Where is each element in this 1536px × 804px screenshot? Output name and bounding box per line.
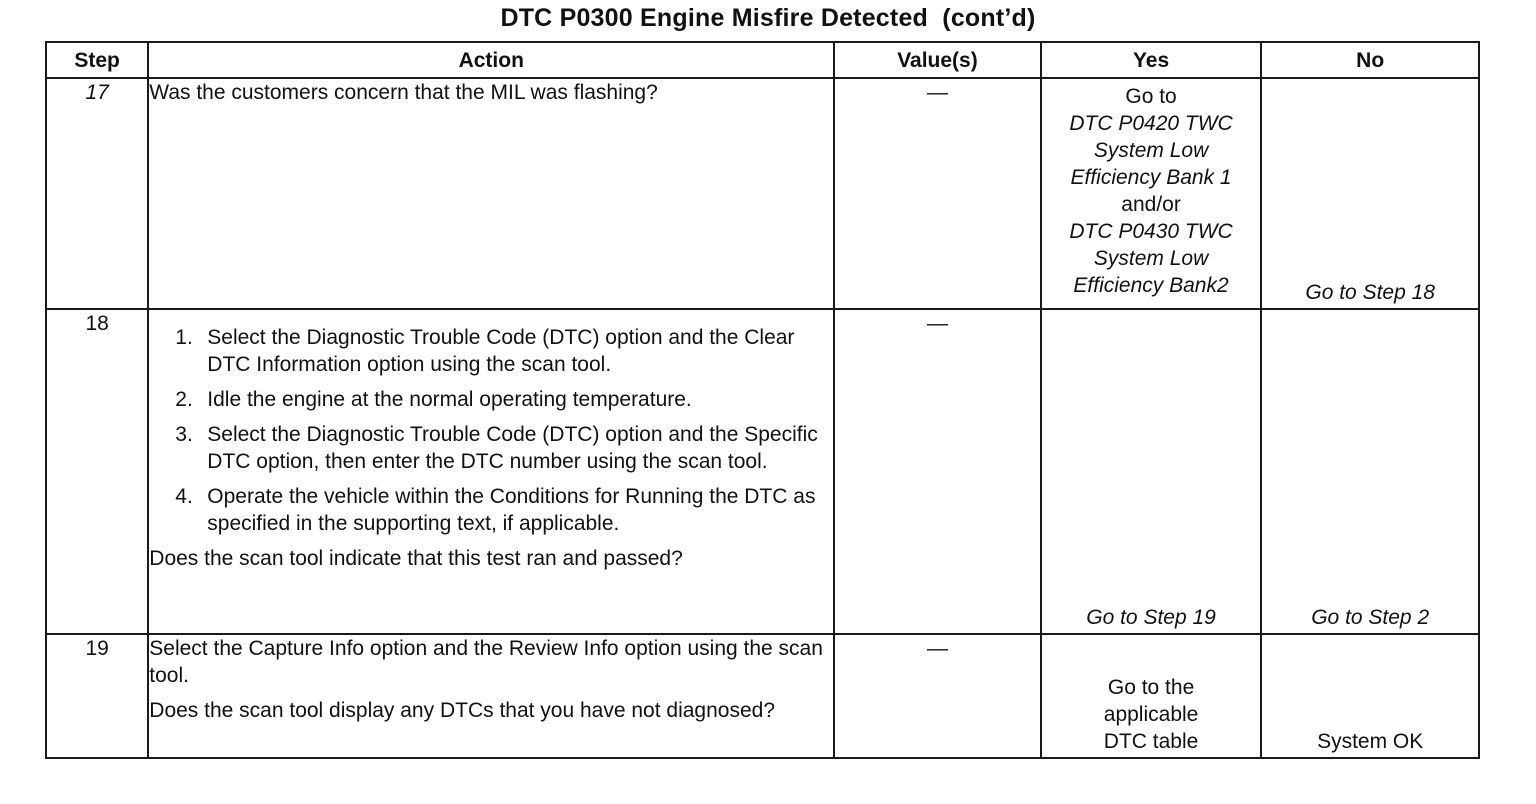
list-text: Operate the vehicle within the Conditions for Running the DTC as specified in the supporting text, if applicable. xyxy=(207,485,816,535)
action-cell xyxy=(148,78,834,309)
table-row xyxy=(46,78,1479,309)
header-no: No xyxy=(1261,42,1479,78)
list-item xyxy=(149,421,833,475)
no-cell xyxy=(1261,309,1479,634)
yes-block xyxy=(1042,674,1261,755)
action-text: Select the Capture Info option and the Review Info option using the scan tool. xyxy=(149,637,823,687)
step-number: 19 xyxy=(46,634,148,758)
yes-line: DTC P0420 TWC xyxy=(1069,112,1233,135)
list-number: 1. xyxy=(175,326,193,349)
no-cell xyxy=(1261,78,1479,309)
yes-cell xyxy=(1041,634,1262,758)
list-text: Select the Diagnostic Trouble Code (DTC) option and the Clear DTC Information option using the scan tool. xyxy=(207,326,795,376)
yes-cell xyxy=(1041,309,1262,634)
step-number: 17 xyxy=(46,78,148,309)
action-cell xyxy=(148,309,834,634)
yes-line: DTC table xyxy=(1103,730,1199,753)
step-number: 18 xyxy=(46,309,148,634)
header-row xyxy=(46,42,1479,78)
list-text: Select the Diagnostic Trouble Code (DTC) option and the Specific DTC option, then enter the DTC number using the scan tool. xyxy=(207,423,818,473)
page-title: DTC P0300 Engine Misfire Detected (cont’d) xyxy=(500,4,1036,32)
list-text: Idle the engine at the normal operating temperature. xyxy=(207,388,692,411)
yes-line: Efficiency Bank2 xyxy=(1073,274,1229,297)
no-link: Go to Step 18 xyxy=(1305,281,1435,304)
yes-cell xyxy=(1041,78,1262,309)
diagnostic-table xyxy=(45,41,1480,759)
table-row xyxy=(46,634,1479,758)
value-cell: — xyxy=(834,634,1041,758)
header-action: Action xyxy=(148,42,834,78)
yes-line: Efficiency Bank 1 xyxy=(1070,166,1232,189)
list-number: 3. xyxy=(175,423,193,446)
action-list xyxy=(149,324,833,537)
yes-line: System Low xyxy=(1093,247,1209,270)
list-number: 2. xyxy=(175,388,193,411)
yes-line: System Low xyxy=(1093,139,1209,162)
list-item xyxy=(149,324,833,378)
yes-link: Go to Step 19 xyxy=(1086,606,1216,629)
yes-line: DTC P0430 TWC xyxy=(1069,220,1233,243)
yes-line: and/or xyxy=(1121,193,1181,216)
list-number: 4. xyxy=(175,485,193,508)
list-item xyxy=(149,386,833,413)
action-question: Does the scan tool display any DTCs that you have not diagnosed? xyxy=(149,699,775,722)
header-yes: Yes xyxy=(1041,42,1262,78)
list-item xyxy=(149,483,833,537)
no-link: Go to Step 2 xyxy=(1311,606,1430,629)
action-question: Was the customers concern that the MIL was flashing? xyxy=(149,81,658,104)
yes-line: Go to xyxy=(1125,85,1177,108)
header-step: Step xyxy=(46,42,148,78)
no-result: System OK xyxy=(1317,730,1424,753)
value-cell: — xyxy=(834,309,1041,634)
yes-line: Go to the xyxy=(1107,676,1195,699)
yes-line: applicable xyxy=(1103,703,1199,726)
table-row xyxy=(46,309,1479,634)
no-cell xyxy=(1261,634,1479,758)
action-cell xyxy=(148,634,834,758)
value-cell: — xyxy=(834,78,1041,309)
header-values: Value(s) xyxy=(834,42,1041,78)
action-question: Does the scan tool indicate that this test ran and passed? xyxy=(149,547,683,570)
